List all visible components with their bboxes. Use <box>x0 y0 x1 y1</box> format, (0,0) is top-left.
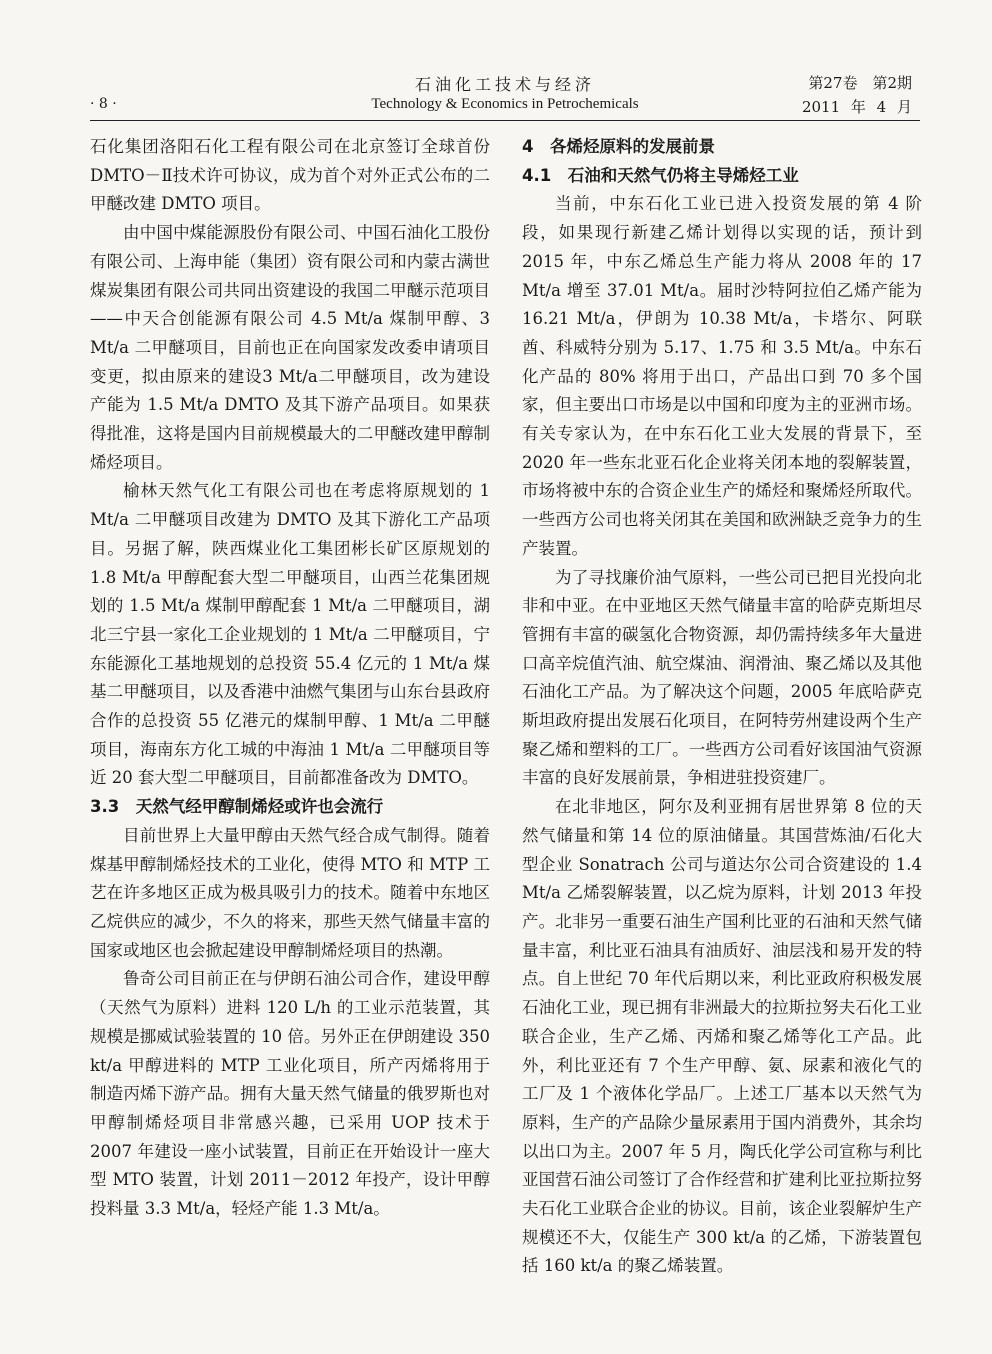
right-column <box>522 133 922 1281</box>
journal-title-en: Technology & Economics in Petrochemicals <box>371 96 639 112</box>
paragraph: 石化集团洛阳石化工程有限公司在北京签订全球首份 DMTO－Ⅱ技术许可协议，成为首个对外正式公布的二甲醚改建 DMTO 项目。 <box>90 137 490 214</box>
paragraph: 目前世界上大量甲醇由天然气经合成气制得。随着煤基甲醇制烯烃技术的工业化，使得 MTO 和 MTP 工艺在许多地区正成为极具吸引力的技术。随着中东地区乙烷供应的减少，不久的将来，那些天然气储量丰富的国家或地区也会掀起建设甲醇制烯烃项目的热潮。 <box>90 825 490 960</box>
section-heading-4 <box>522 133 922 162</box>
section-heading-4-1 <box>522 162 922 191</box>
paragraph: 由中国中煤能源股份有限公司、中国石油化工股份有限公司、上海申能（集团）资有限公司和内蒙古满世煤炭集团有限公司共同出资建设的我国二甲醚示范项目——中天合创能源有限公司 4.5 Mt/a 煤制甲醇、3 Mt/a 二甲醚项目，目前也正在向国家发改委申请项目变更，拟由原来的建设3 Mt/a二甲醚项目，改为建设产能为 1.5 Mt/a DMTO 及其下游产品项目。如果获得批准，这将是国内目前规模最大的二甲醚改建甲醇制烯烃项目。 <box>90 223 490 472</box>
volume-issue: 第27卷 第2期 <box>808 74 912 92</box>
journal-title-cn: 石油化工技术与经济 <box>414 75 595 94</box>
issue-date: 2011 年 4 月 <box>801 98 912 116</box>
section-heading-3-3 <box>90 793 490 822</box>
paragraph: 榆林天然气化工有限公司也在考虑将原规划的 1 Mt/a 二甲醚项目改建为 DMTO 及其下游化工产品项目。另据了解，陕西煤业化工集团彬长矿区原规划的 1.8 Mt/a 甲醇配套大型二甲醚项目，山西兰花集团规划的 1.5 Mt/a 煤制甲醇配套 1 Mt/a 二甲醚项目，湖北三宁县一家化工企业规划的 1 Mt/a 二甲醚项目，宁东能源化工基地规划的总投资 55.4 亿元的 1 Mt/a 煤基二甲醚项目，以及香港中油燃气集团与山东台县政府合作的总投资 55 亿港元的煤制甲醇、1 Mt/a 二甲醚项目，海南东方化工城的中海油 1 Mt/a 二甲醚项目等近 20 套大型二甲醚项目，目前都准备改为 DMTO。 <box>90 481 490 788</box>
section-title: 石油和天然气仍将主导烯烃工业 <box>567 165 799 185</box>
page-header <box>90 70 920 120</box>
header-rule <box>90 120 920 121</box>
left-column <box>90 133 490 1224</box>
section-number: 4.1 <box>522 165 552 185</box>
section-title: 天然气经甲醇制烯烃或许也会流行 <box>135 797 384 817</box>
paragraph: 为了寻找廉价油气原料，一些公司已把目光投向北非和中亚。在中亚地区天然气储量丰富的哈萨克斯坦尽管拥有丰富的碳氢化合物资源，却仍需持续多年大量进口高辛烷值汽油、航空煤油、润滑油、聚乙烯以及其他石油化工产品。为了解决这个问题，2005 年底哈萨克斯坦政府提出发展石化项目，在阿特劳州建设两个生产聚乙烯和塑料的工厂。一些西方公司看好该国油气资源丰富的良好发展前景，争相进驻投资建厂。 <box>522 567 922 788</box>
paragraph: 当前，中东石化工业已进入投资发展的第 4 阶段，如果现行新建乙烯计划得以实现的话，预计到 2015 年，中东乙烯总生产能力将从 2008 年的 17 Mt/a 增至 37.01 Mt/a。届时沙特阿拉伯乙烯产能为 16.21 Mt/a，伊朗为 10.38 Mt/a，卡塔尔、阿联酋、科威特分别为 5.17、1.75 和 3.5 Mt/a。中东石化产品的 80% 将用于出口，产品出口到 70 多个国家，但主要出口市场是以中国和印度为主的亚洲市场。有关专家认为，在中东石化工业大发展的背景下，至 2020 年一些东北亚石化企业将关闭本地的裂解装置，市场将被中东的合资企业生产的烯烃和聚烯烃所取代。一些西方公司也将关闭其在美国和欧洲缺乏竞争力的生产装置。 <box>522 194 922 558</box>
paragraph: 在北非地区，阿尔及利亚拥有居世界第 8 位的天然气储量和第 14 位的原油储量。其国营炼油/石化大型企业 Sonatrach 公司与道达尔公司合资建设的 1.4 Mt/a 乙烯裂解装置，以乙烷为原料，计划 2013 年投产。北非另一重要石油生产国利比亚的石油和天然气储量丰富，利比亚石油具有油质好、油层浅和易开发的特点。自上世纪 70 年代后期以来，利比亚政府积极发展石油化工业，现已拥有非洲最大的拉斯拉努夫石化工业联合企业，生产乙烯、丙烯和聚乙烯等化工产品。此外，利比亚还有 7 个生产甲醇、氨、尿素和液化气的工厂及 1 个液体化学品厂。上述工厂基本以天然气为原料，生产的产品除少量尿素用于国内消费外，其余均以出口为主。2007 年 5 月，陶氏化学公司宣称与利比亚国营石油公司签订了合作经营和扩建利比亚拉斯拉努夫石化工业联合企业的协议。目前，该企业裂解炉生产规模还不大，仅能生产 300 kt/a 的乙烯，下游装置包括 160 kt/a 的聚乙烯装置。 <box>522 797 922 1276</box>
section-number: 4 <box>522 137 534 156</box>
section-title: 各烯烃原料的发展前景 <box>549 137 715 156</box>
page-number: · 8 · <box>90 96 117 112</box>
paragraph: 鲁奇公司目前正在与伊朗石油公司合作，建设甲醇（天然气为原料）进料 120 L/h 的工业示范装置，其规模是挪威试验装置的 10 倍。另外正在伊朗建设 350 kt/a 甲醇进料的 MTP 工业化项目，所产丙烯将用于制造丙烯下游产品。拥有大量天然气储量的俄罗斯也对甲醇制烯烃项目非常感兴趣，已采用 UOP 技术于 2007 年建设一座小试装置，目前正在开始设计一座大型 MTO 装置，计划 2011－2012 年投产，设计甲醇投料量 3.3 Mt/a，轻烃产能 1.3 Mt/a。 <box>90 969 490 1219</box>
section-number: 3.3 <box>90 797 120 817</box>
